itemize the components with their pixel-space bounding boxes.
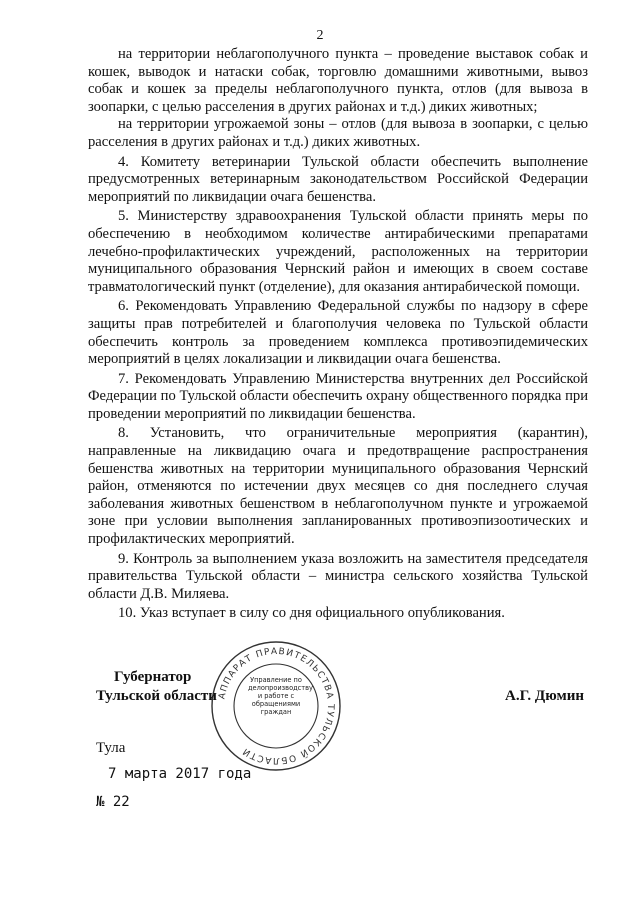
official-stamp: [208, 638, 344, 774]
paragraph: 4. Комитету ветеринарии Тульской области обеспечить выполнение предусмотренных ветеринарным законодательством Российской Федерации мероприятий по ликвидации очага бешенства.: [88, 153, 588, 205]
document-date: 7 марта 2017 года: [108, 766, 252, 782]
paragraph: 10. Указ вступает в силу со дня официального опубликования.: [118, 605, 505, 622]
paragraph: 7. Рекомендовать Управлению Министерства внутренних дел Российской Федерации по Тульской области обеспечить охрану общественного порядка при проведении мероприятий по ликвидации бешенства.: [88, 370, 588, 422]
document-number: № 22: [96, 794, 130, 810]
paragraph: 9. Контроль за выполнением указа возложить на заместителя председателя правительства Тульской области – министра сельского хозяйства Тульской области Д.В. Миляева.: [88, 550, 588, 602]
signer-title-line2: Тульской области: [96, 688, 217, 704]
signer-title-line1: Губернатор: [114, 669, 192, 685]
document-body: [88, 46, 588, 623]
paragraph: 5. Министерству здравоохранения Тульской области принять меры по обеспечению в необходимом количестве антирабическими препаратами лечебно-профилактических учреждений, расположенных на территории муниципального образования Чернский район и имеющих в своем составе травматологический пункт (отделение), для оказания антирабической помощи.: [88, 208, 588, 295]
paragraph: 8. Установить, что ограничительные мероприятия (карантин), направленные на ликвидацию очага и предотвращение распространения бешенства животных на территории муниципального образования Чернский район, отменяются по истечении двух месяцев со дня последнего случая заболевания животных бешенством в неблагополучном пункте и угрожаемой зоне при условии выполнения запланированных противоэпизоотических и профилактических мероприятий.: [88, 425, 588, 548]
city-name: Тула: [96, 740, 126, 756]
stamp-ring-text: АППАРАТ ПРАВИТЕЛЬСТВА ТУЛЬСКОЙ ОБЛАСТИ: [217, 646, 336, 766]
signer-title: [96, 668, 217, 706]
paragraph: на территории угрожаемой зоны – отлов (для вывоза в зоопарки, с целью расселения в других районах и т.д.) диких животных.: [88, 116, 588, 150]
page-number: 2: [316, 28, 324, 43]
paragraph: 6. Рекомендовать Управлению Федеральной службы по надзору в сфере защиты прав потребителей и благополучия человека по Тульской области обеспечить контроль за проведением комплекса противоэпидемических мероприятий в целях локализации и ликвидации очага бешенства.: [88, 298, 588, 368]
stamp-inner-text: Управление по делопроизводству и работе с обращениями граждан: [248, 676, 313, 716]
signer-name: А.Г. Дюмин: [505, 688, 585, 704]
paragraph: на территории неблагополучного пункта – проведение выставок собак и кошек, выводок и натаски собак, торговлю домашними животными, вывоз собак и кошек за пределы неблагополучного пункта, отлов (для вывоза в зоопарки, с целью расселения в других районах и т.д.) диких животных;: [88, 46, 588, 115]
